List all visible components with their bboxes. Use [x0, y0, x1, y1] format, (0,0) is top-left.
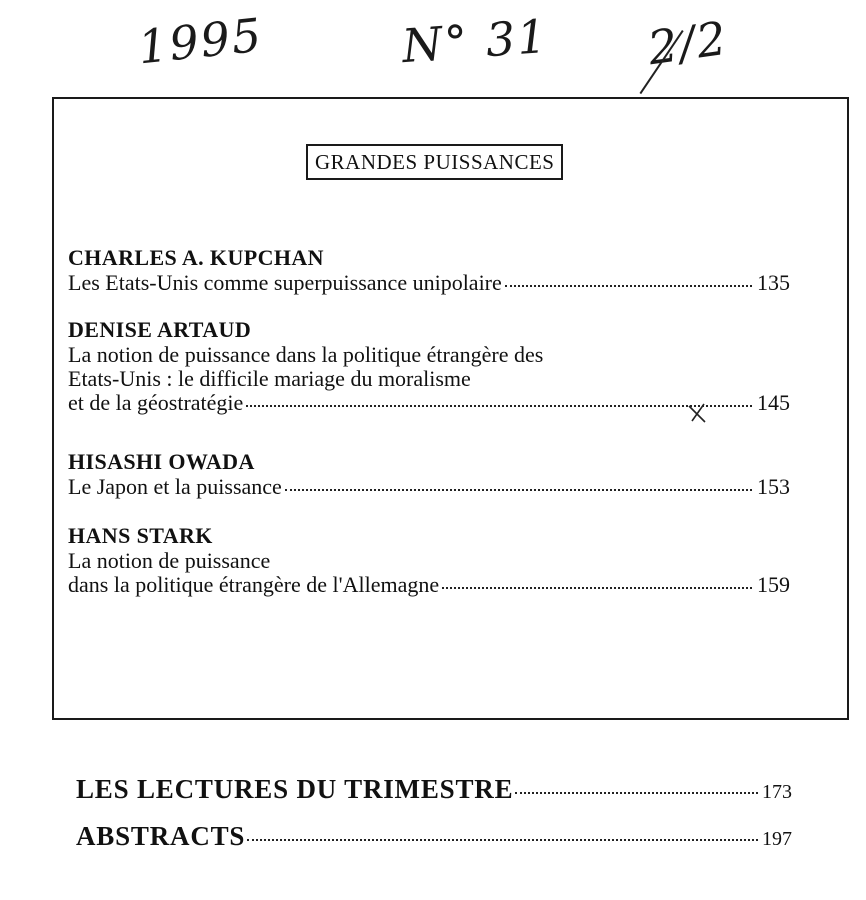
entry-title: La notion de puissance — [68, 548, 271, 573]
toc-entry[interactable] — [68, 245, 790, 295]
entry-author: DENISE ARTAUD — [68, 317, 252, 342]
toc-entry[interactable] — [68, 523, 790, 597]
section-title: GRANDES PUISSANCES — [306, 144, 563, 180]
entry-title: La notion de puissance dans la politique étrangère des — [68, 342, 544, 367]
dot-leader — [247, 839, 758, 841]
dot-leader — [515, 792, 758, 794]
dot-leader — [442, 587, 752, 589]
toc-entry[interactable] — [68, 449, 790, 499]
entry-page-number: 135 — [757, 270, 790, 295]
handwritten-cross-icon — [686, 402, 708, 424]
dot-leader — [285, 489, 752, 491]
entry-title: Etats-Unis : le difficile mariage du moralisme — [68, 366, 471, 391]
entry-page-number: 153 — [757, 474, 790, 499]
handwritten-issue-number: N° 31 — [400, 8, 551, 74]
entry-page-number: 197 — [762, 828, 792, 850]
handwritten-part: 2/2 — [644, 10, 732, 76]
dot-leader — [246, 405, 752, 407]
entry-title: ABSTRACTS — [76, 821, 246, 851]
handwritten-year: 1995 — [135, 7, 266, 75]
entry-title-line — [68, 573, 790, 597]
dot-leader — [505, 285, 752, 287]
toc-entry-lectures[interactable] — [76, 774, 792, 805]
entry-title: LES LECTURES DU TRIMESTRE — [76, 774, 514, 804]
entry-title: Les Etats-Unis comme superpuissance unipolaire — [68, 270, 502, 295]
entry-title: Le Japon et la puissance — [68, 474, 282, 499]
toc-entry[interactable] — [68, 317, 790, 415]
entry-author: HANS STARK — [68, 523, 213, 548]
entry-title-line — [68, 391, 790, 415]
entry-title-line — [68, 271, 790, 295]
entry-page-number: 145 — [757, 390, 790, 415]
contents-box — [52, 97, 849, 720]
entry-page-number: 159 — [757, 572, 790, 597]
entry-title: et de la géostratégie — [68, 390, 244, 415]
entry-title: dans la politique étrangère de l'Allemagne — [68, 572, 440, 597]
toc-entry-abstracts[interactable] — [76, 821, 792, 852]
entry-author: CHARLES A. KUPCHAN — [68, 245, 324, 270]
entry-title-line — [68, 475, 790, 499]
entry-page-number: 173 — [762, 781, 792, 803]
entry-author: HISASHI OWADA — [68, 449, 255, 474]
